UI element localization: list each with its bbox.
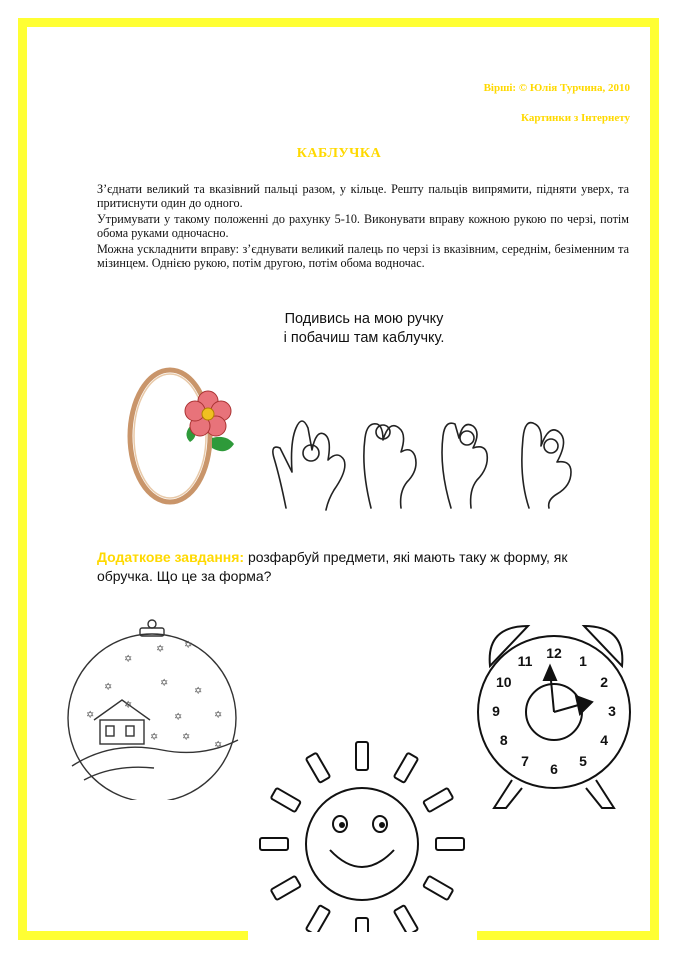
clock-number: 3 — [608, 703, 616, 719]
star-icon: ✡ — [194, 686, 203, 697]
star-icon: ✡ — [104, 682, 113, 693]
smiling-sun — [256, 732, 476, 932]
sun-rays — [260, 742, 464, 932]
poem-line-2: і побачиш там каблучку. — [283, 330, 445, 346]
page-frame-bottom-right — [477, 931, 659, 940]
hand-gestures — [266, 398, 626, 518]
clock-number: 1 — [579, 652, 587, 669]
star-icon: ✡ — [156, 644, 165, 655]
page-title: КАБЛУЧКА — [296, 146, 382, 161]
clock-number: 12 — [546, 645, 562, 661]
instruction-paragraph-1: З’єднати великий та вказівний пальці разом, у кільце. Решту пальців випрямити, підняти уверх, та притиснути один до одного. — [97, 182, 629, 210]
star-icon: ✡ — [124, 700, 133, 711]
instruction-paragraph-2: Утримувати у такому положенні до рахунку 5-10. Виконувати вправу кожною рукою по черзі, потім обома руками одночасно. — [97, 212, 629, 240]
clock-number: 10 — [496, 674, 512, 690]
star-icon: ✡ — [184, 640, 193, 651]
alarm-clock — [472, 608, 642, 818]
clock-number: 5 — [579, 753, 587, 770]
star-icon: ✡ — [86, 710, 95, 721]
extra-task — [97, 548, 597, 586]
clock-number: 8 — [499, 732, 508, 748]
ring-illustration — [112, 362, 252, 512]
clock-number: 2 — [600, 674, 609, 690]
star-icon: ✡ — [182, 732, 191, 743]
clock-number: 4 — [600, 732, 609, 748]
christmas-ornament — [64, 600, 248, 800]
extra-task-label: Додаткове завдання: — [97, 549, 245, 565]
clock-number: 6 — [550, 761, 558, 777]
star-icon: ✡ — [160, 678, 169, 689]
star-icon: ✡ — [174, 712, 183, 723]
page-frame-bottom-left — [18, 931, 248, 940]
poem-line-1: Подивись на мою ручку — [284, 311, 444, 327]
clock-hands — [544, 666, 592, 714]
page-frame-top — [18, 18, 659, 27]
poem-credit: Вірші: © Юлія Турчина, 2010 — [483, 82, 630, 94]
pictures-credit: Картинки з Інтернету — [521, 112, 630, 124]
star-icon: ✡ — [214, 740, 223, 751]
instruction-paragraph-3: Можна ускладнити вправу: з’єднувати великий палець по черзі із вказівним, середнім, безіменним та мізинцем. Однією рукою, потім другою, потім обома водночас. — [97, 242, 629, 270]
star-icon: ✡ — [124, 654, 133, 665]
extra-task-text: розфарбуй предмети, які мають таку ж форму, як обручка. Що це за форма? — [97, 549, 568, 584]
hand-1 — [273, 421, 345, 510]
hand-2 — [364, 424, 416, 508]
clock-number: 9 — [492, 703, 500, 719]
clock-number: 7 — [521, 753, 529, 770]
hand-4 — [522, 423, 571, 508]
star-icon: ✡ — [150, 732, 159, 743]
clock-number: 11 — [517, 652, 533, 669]
star-icon: ✡ — [214, 710, 223, 721]
hand-3 — [442, 423, 487, 508]
poem — [0, 310, 678, 348]
